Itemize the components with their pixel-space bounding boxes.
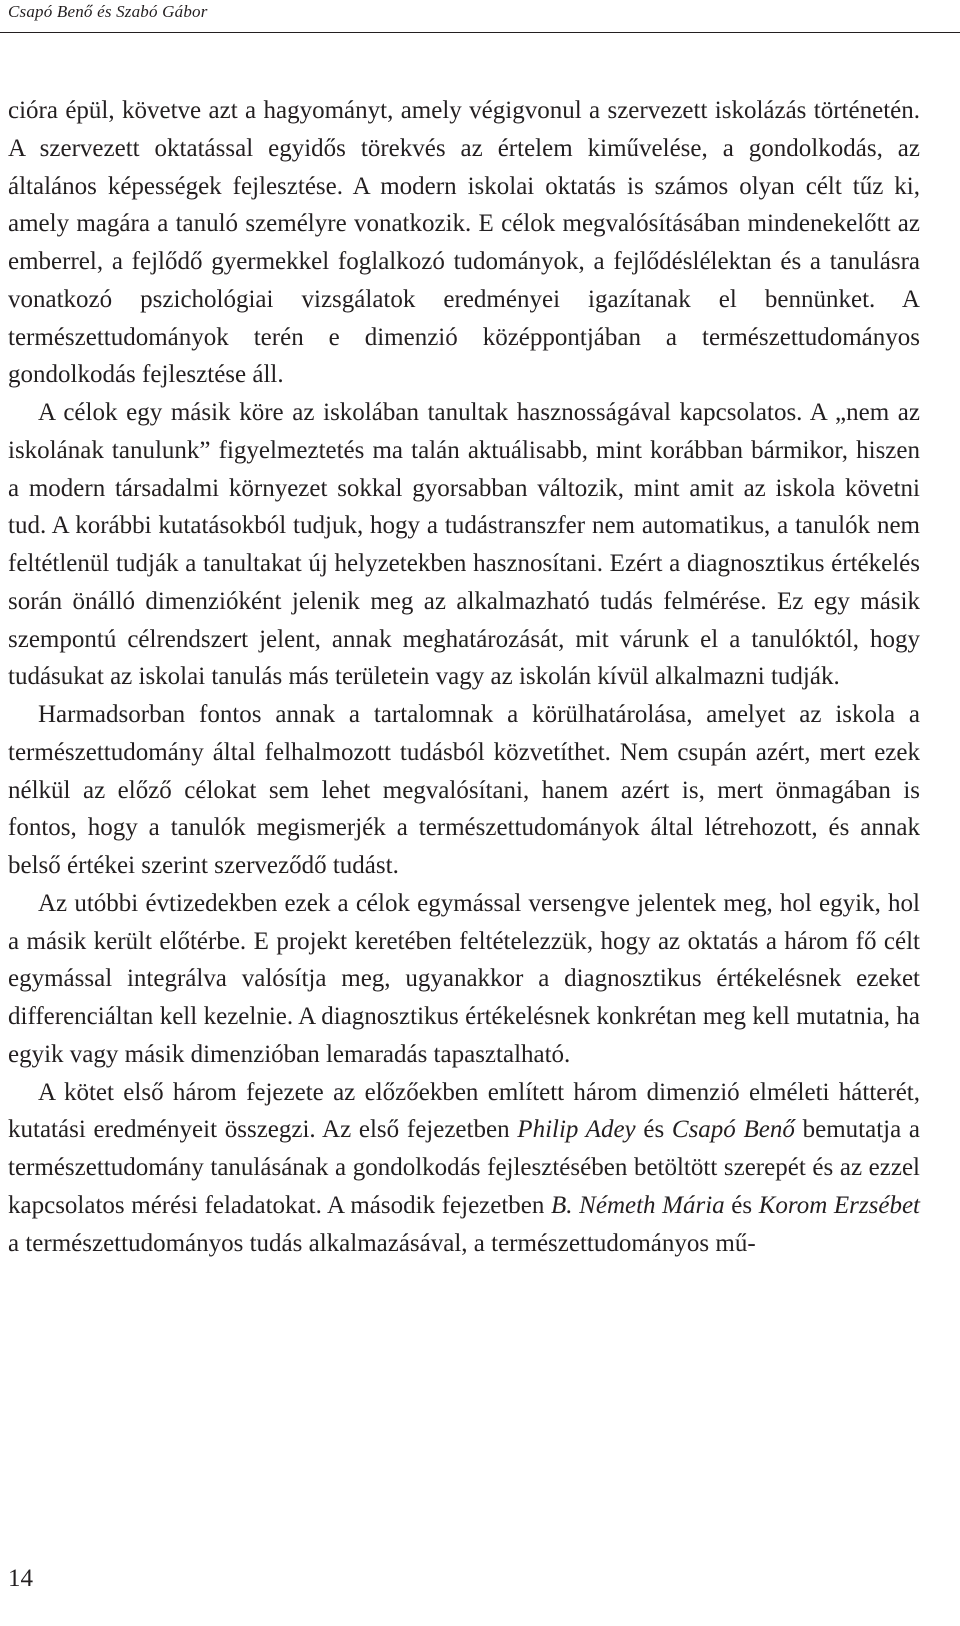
paragraph	[8, 696, 920, 885]
text-run: cióra épül, követve azt a hagyományt, amely végigvonul a szervezett iskolázás történetén. A szervezett oktatással egyidős törekvés az értelem kiművelése, a gondolkodás, az általános képességek fejlesztése. A modern iskolai oktatás is számos olyan célt tűz ki, amely magára a tanuló személyre vonatkozik. E célok megvalósításában mindenekelőtt az emberrel, a fejlődő gyermekkel foglalkozó tudományok, a fejlődéslélektan és a tanulásra vonatkozó pszichológiai vizsgálatok eredményei igazítanak el bennünket. A természettudományok terén e dimenzió középpontjában a természettudományos gondolkodás fejlesztése áll.	[8, 97, 920, 389]
italic-name: B. Németh Mária	[551, 1191, 725, 1219]
text-run: és	[635, 1116, 672, 1144]
running-head: Csapó Benő és Szabó Gábor	[8, 2, 208, 21]
text-run: A célok egy másik köre az iskolában tanultak hasznosságával kapcsolatos. A „nem az iskolának tanulunk” figyelmeztetés ma talán aktuálisabb, mint korábban bármikor, hiszen a modern társadalmi környezet sokkal gyorsabban változik, mint amit az iskola követni tud. A korábbi kutatásokból tudjuk, hogy a tudástranszfer nem automatikus, a tanulók nem feltétlenül tudják a tanultakat új helyzetekben hasznosítani. Ezért a diagnosztikus értékelés során önálló dimenzióként jelenik meg az alkalmazható tudás felmérése. Ez egy másik szempontú célrendszert jelent, annak meghatározását, mit várunk el a tanulóktól, hogy tudásukat az iskolai tanulás más területein vagy az iskolán kívül alkalmazni tudják.	[8, 399, 920, 691]
text-run: A kötet első három fejezete az előzőekben említett három dimenzió elméleti hátterét, kutatási eredményeit összegzi. Az első fejezetben	[8, 1078, 920, 1144]
body-text	[8, 92, 920, 1262]
text-run: a természettudományos tudás alkalmazásával, a természettudományos mű-	[8, 1229, 756, 1257]
paragraph	[8, 394, 920, 696]
text-run: és	[724, 1191, 759, 1219]
page-number: 14	[8, 1565, 33, 1592]
italic-name: Philip Adey	[517, 1116, 636, 1144]
italic-name: Csapó Benő	[671, 1116, 795, 1144]
paragraph	[8, 1074, 920, 1263]
italic-name: Korom Erzsébet	[758, 1191, 920, 1219]
paragraph	[8, 885, 920, 1074]
text-run: bemutatja a természettudomány tanulásának a gondolkodás fejlesztésében betöltött szerepét és az ezzel kapcsolatos mérési feladatokat. A második fejezetben	[8, 1116, 921, 1219]
paragraph	[8, 92, 920, 394]
text-run: Harmadsorban fontos annak a tartalomnak a körülhatárolása, amelyet az iskola a természettudomány által felhalmozott tudásból közvetíthet. Nem csupán azért, mert ezek nélkül az előző célokat sem lehet megvalósítani, hanem azért is, mert önmagában is fontos, hogy a tanulók megismerjék a természettudományok által létrehozott, és annak belső értékei szerint szerveződő tudást.	[8, 701, 920, 879]
header-rule	[0, 32, 960, 33]
text-run: Az utóbbi évtizedekben ezek a célok egymással versengve jelentek meg, hol egyik, hol a másik került előtérbe. E projekt keretében feltételezzük, hogy az oktatás a három fő célt egymással integrálva valósítja meg, ugyanakkor a diagnosztikus értékelésnek ezeket differenciáltan kell kezelnie. A diagnosztikus értékelésnek konkrétan meg kell mutatnia, ha egyik vagy másik dimenzióban lemaradás tapasztalható.	[8, 889, 920, 1068]
